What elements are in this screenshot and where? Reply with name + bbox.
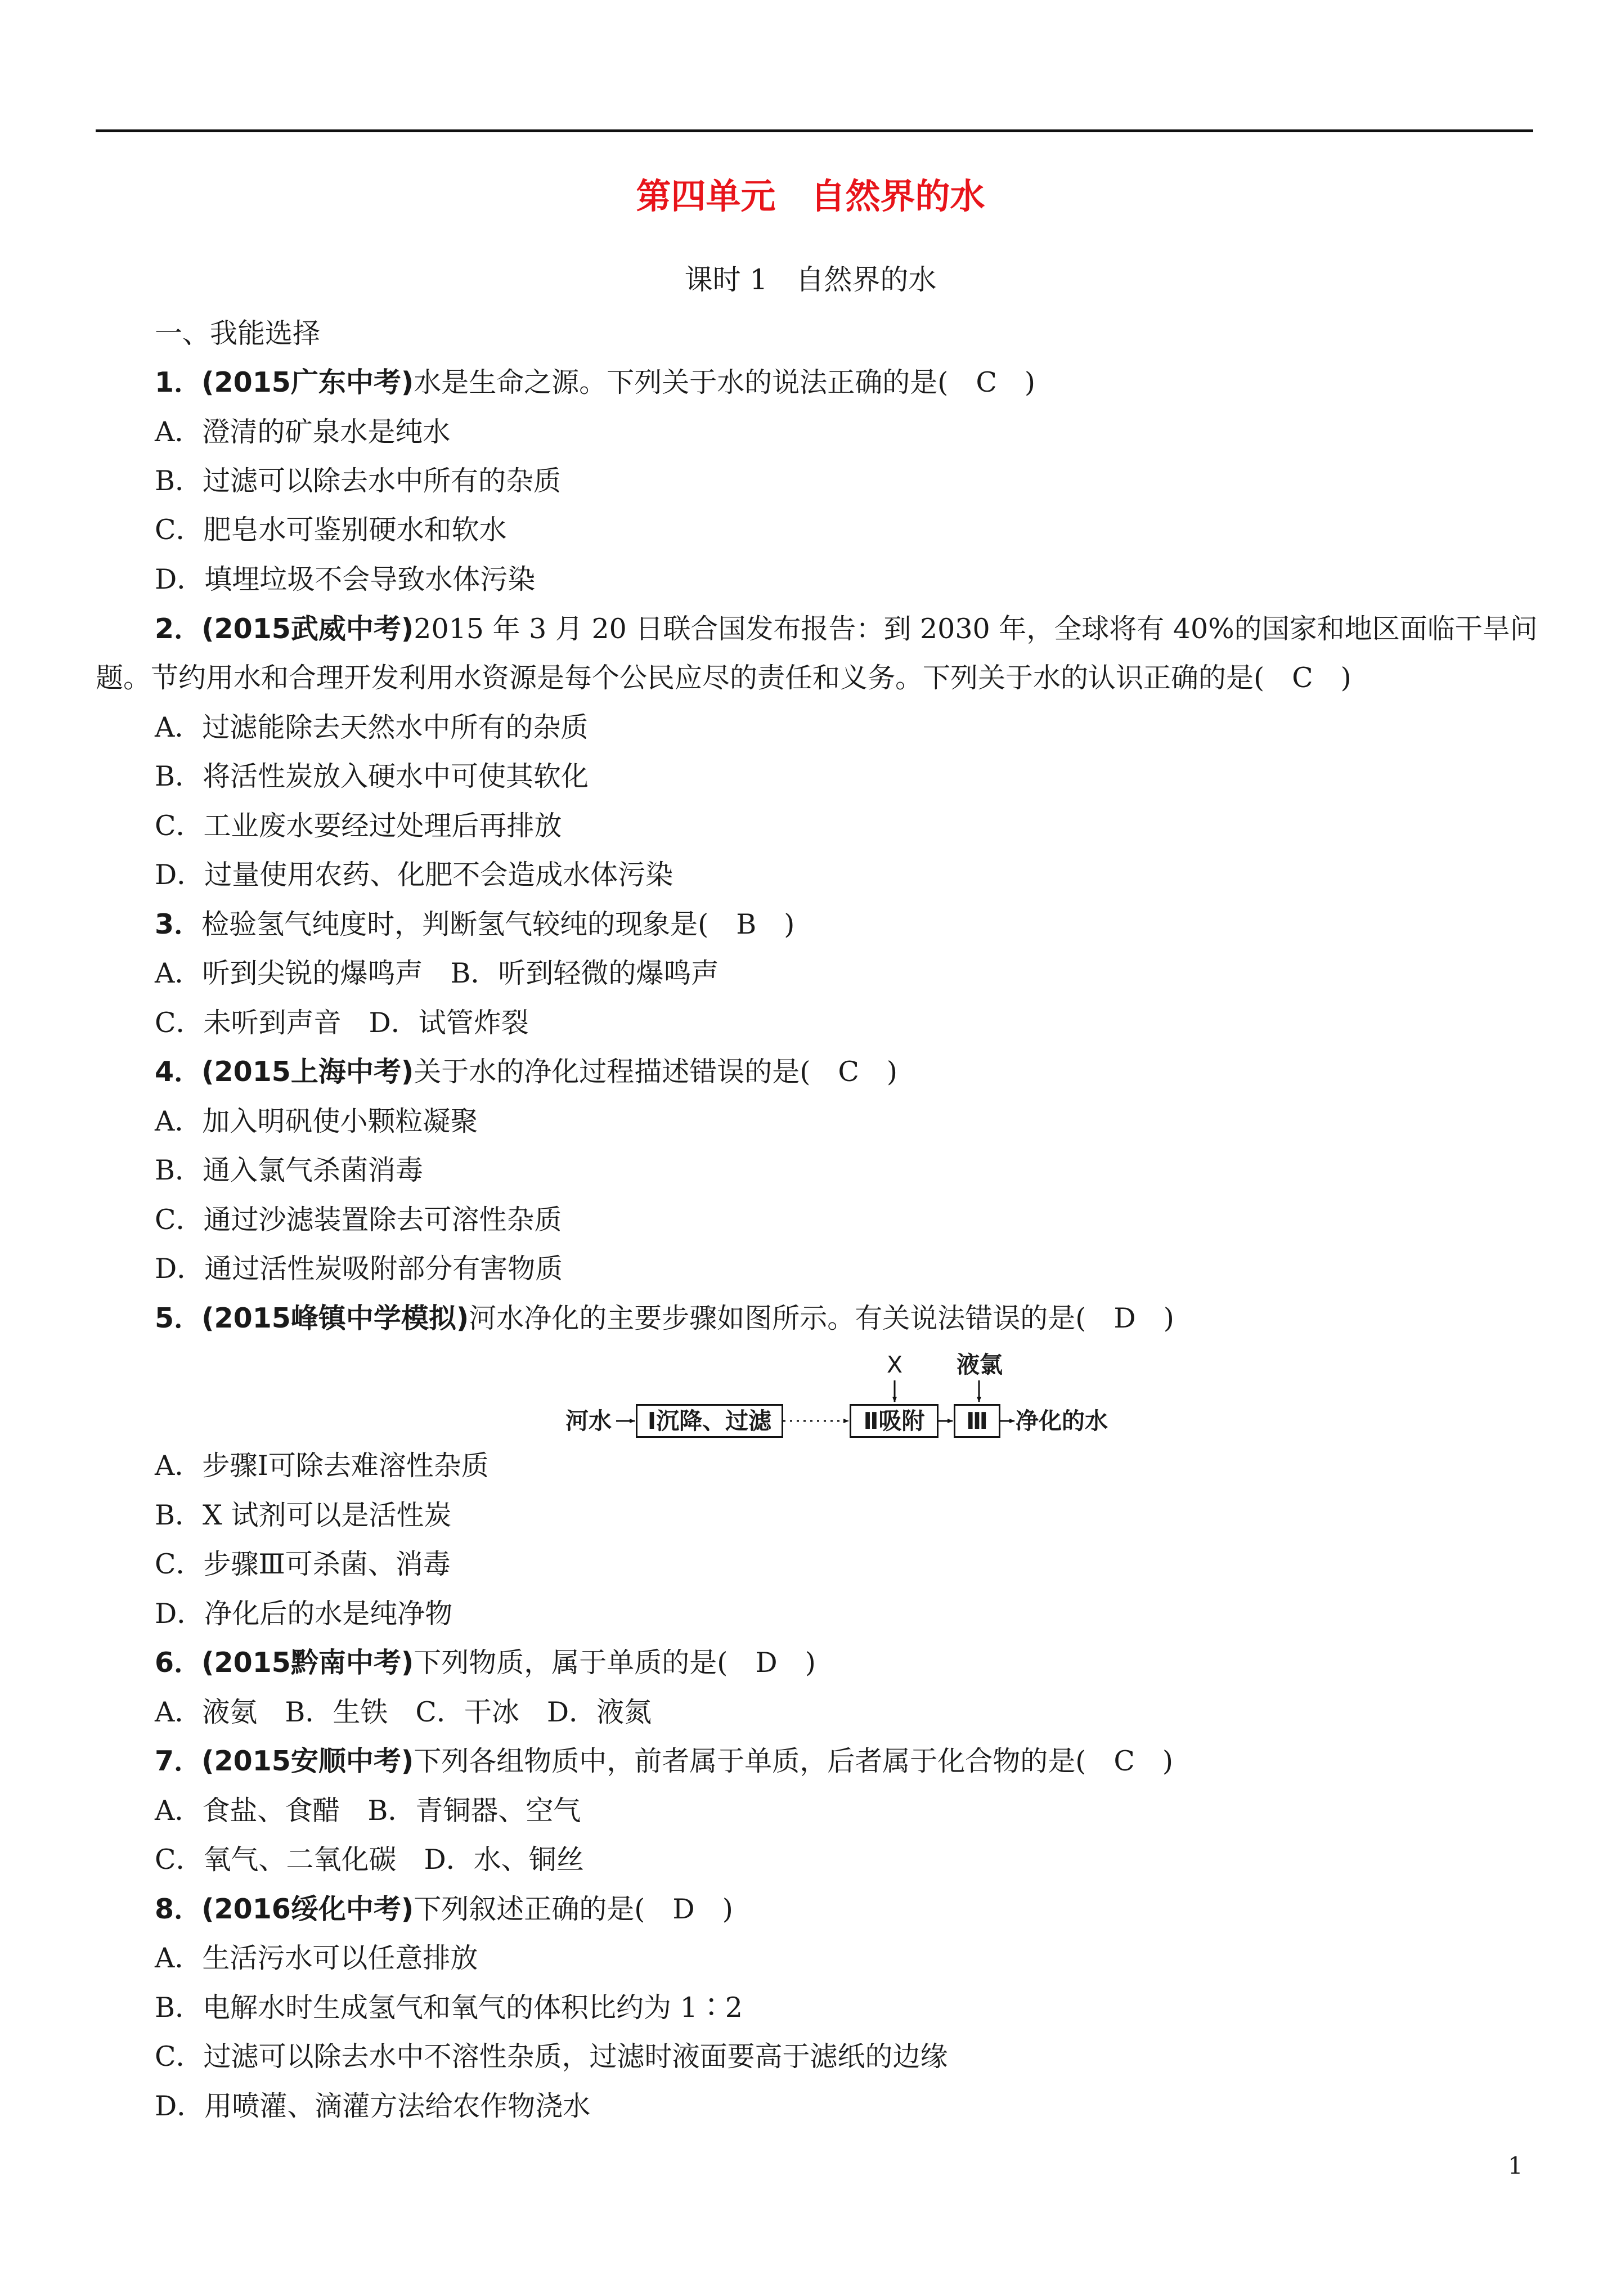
question-2-option-c: C．工业废水要经过处理后再排放 — [155, 810, 562, 842]
question-5-option-c: C．步骤Ⅲ可杀菌、消毒 — [155, 1548, 451, 1580]
page-number: 1 — [1508, 2152, 1523, 2180]
question-8-option-c: C．过滤可以除去水中不溶性杂质，过滤时液面要高于滤纸的边缘 — [155, 2041, 948, 2073]
question-answer: D — [1113, 1302, 1136, 1334]
question-number: 8． — [155, 1893, 202, 1925]
diagram-reagent-liquid: 液氯 — [957, 1351, 1003, 1378]
question-2-stem — [155, 615, 1538, 643]
question-close: ) — [859, 1056, 898, 1088]
header-rule — [96, 129, 1533, 132]
diagram-input-label: 河水 — [565, 1407, 612, 1434]
question-number: 7． — [155, 1745, 202, 1777]
question-4-option-a: A．加入明矾使小颗粒凝聚 — [155, 1105, 478, 1137]
question-6-options: A．液氨 B．生铁 C．干冰 D．液氮 — [155, 1696, 652, 1728]
question-1-option-c: C．肥皂水可鉴别硬水和软水 — [155, 514, 507, 546]
question-source: (2015峰镇中学模拟) — [201, 1302, 469, 1334]
lesson-title: 课时 1 自然界的水 — [684, 263, 937, 296]
question-1-option-b: B．过滤可以除去水中所有的杂质 — [155, 465, 562, 497]
question-text: 河水净化的主要步骤如图所示。有关说法错误的是( — [469, 1302, 1114, 1334]
question-answer: C — [1113, 1745, 1135, 1777]
question-7-options-ab: A．食盐、食醋 B．青铜器、空气 — [155, 1795, 581, 1827]
question-2-option-b: B．将活性炭放入硬水中可使其软化 — [155, 760, 589, 792]
question-close: ) — [996, 366, 1036, 398]
question-2-stem-continued — [96, 664, 1351, 692]
question-6-stem — [155, 1647, 816, 1679]
diagram-step2-box: Ⅱ吸附 — [850, 1404, 939, 1438]
question-1-stem — [155, 366, 1036, 398]
question-answer: C — [838, 1056, 859, 1088]
question-4-option-d: D．通过活性炭吸附部分有害物质 — [155, 1253, 563, 1285]
question-answer: C — [1292, 662, 1313, 694]
question-5-option-a: A．步骤Ⅰ可除去难溶性杂质 — [155, 1450, 489, 1482]
question-text: 关于水的净化过程描述错误的是( — [414, 1056, 838, 1088]
question-source: (2015上海中考) — [201, 1056, 414, 1088]
question-5-option-d: D．净化后的水是纯净物 — [155, 1598, 453, 1630]
question-answer: D — [755, 1647, 778, 1679]
question-5-option-b: B．X 试剂可以是活性炭 — [155, 1499, 452, 1531]
question-text: 下列叙述正确的是( — [414, 1893, 673, 1925]
question-number: 4． — [155, 1056, 202, 1088]
question-close: ) — [694, 1893, 733, 1925]
question-answer: D — [672, 1893, 695, 1925]
question-answer: C — [976, 366, 997, 398]
diagram-step3-box: Ⅲ — [954, 1404, 1000, 1438]
section-heading: 一、我能选择 — [155, 317, 321, 349]
diagram-reagent-x: X — [887, 1351, 903, 1378]
question-4-option-b: B．通入氯气杀菌消毒 — [155, 1154, 424, 1186]
question-text: 下列各组物质中，前者属于单质，后者属于化合物的是( — [414, 1745, 1114, 1777]
diagram-output-label: 净化的水 — [1016, 1407, 1108, 1434]
question-8-option-d: D．用喷灌、滴灌方法给农作物浇水 — [155, 2090, 591, 2122]
question-close: ) — [1135, 1302, 1174, 1334]
question-source: (2015广东中考) — [201, 366, 414, 398]
question-3-options-ab: A．听到尖锐的爆鸣声 B．听到轻微的爆鸣声 — [155, 957, 719, 989]
question-source: (2015安顺中考) — [201, 1745, 414, 1777]
question-text: 水是生命之源。下列关于水的说法正确的是( — [414, 366, 976, 398]
question-number: 1． — [155, 366, 202, 398]
unit-title: 第四单元 自然界的水 — [636, 176, 985, 217]
question-text: 下列物质，属于单质的是( — [414, 1647, 756, 1679]
question-8-stem — [155, 1895, 733, 1923]
question-3-stem — [155, 908, 795, 940]
question-1-option-d: D．填埋垃圾不会导致水体污染 — [155, 563, 536, 595]
question-text: 检验氢气纯度时，判断氢气较纯的现象是( — [201, 908, 737, 940]
question-close: ) — [1134, 1745, 1174, 1777]
question-5-stem — [155, 1304, 1174, 1332]
question-text: 2015 年 3 月 20 日联合国发布报告：到 2030 年，全球将有 40%的国家和地区面临干旱问 — [414, 613, 1538, 645]
question-8-option-b: B．电解水时生成氢气和氧气的体积比约为 1∶2 — [155, 1992, 743, 2024]
question-answer: B — [736, 908, 757, 940]
question-source: (2016绥化中考) — [201, 1893, 414, 1925]
question-close: ) — [1313, 662, 1351, 694]
question-2-option-a: A．过滤能除去天然水中所有的杂质 — [155, 711, 589, 743]
question-3-options-cd: C．未听到声音 D．试管炸裂 — [155, 1007, 529, 1039]
question-number: 3． — [155, 908, 202, 940]
question-number: 5． — [155, 1302, 202, 1334]
question-source: (2015武威中考) — [201, 613, 414, 645]
question-1-option-a: A．澄清的矿泉水是纯水 — [155, 416, 451, 448]
question-4-option-c: C．通过沙滤装置除去可溶性杂质 — [155, 1204, 562, 1236]
diagram-step1-box: Ⅰ沉降、过滤 — [636, 1404, 783, 1438]
question-2-option-d: D．过量使用农药、化肥不会造成水体污染 — [155, 859, 673, 891]
water-purification-diagram — [563, 1348, 1182, 1449]
question-7-options-cd: C．氧气、二氧化碳 D．水、铜丝 — [155, 1844, 584, 1876]
question-number: 6． — [155, 1647, 202, 1679]
question-close: ) — [777, 1647, 816, 1679]
question-7-stem — [155, 1747, 1173, 1775]
question-4-stem — [155, 1058, 897, 1086]
question-8-option-a: A．生活污水可以任意排放 — [155, 1942, 478, 1974]
question-close: ) — [756, 908, 795, 940]
question-text: 题。节约用水和合理开发利用水资源是每个公民应尽的责任和义务。下列关于水的认识正确的是( — [96, 662, 1292, 694]
question-source: (2015黔南中考) — [201, 1647, 414, 1679]
question-number: 2． — [155, 613, 202, 645]
